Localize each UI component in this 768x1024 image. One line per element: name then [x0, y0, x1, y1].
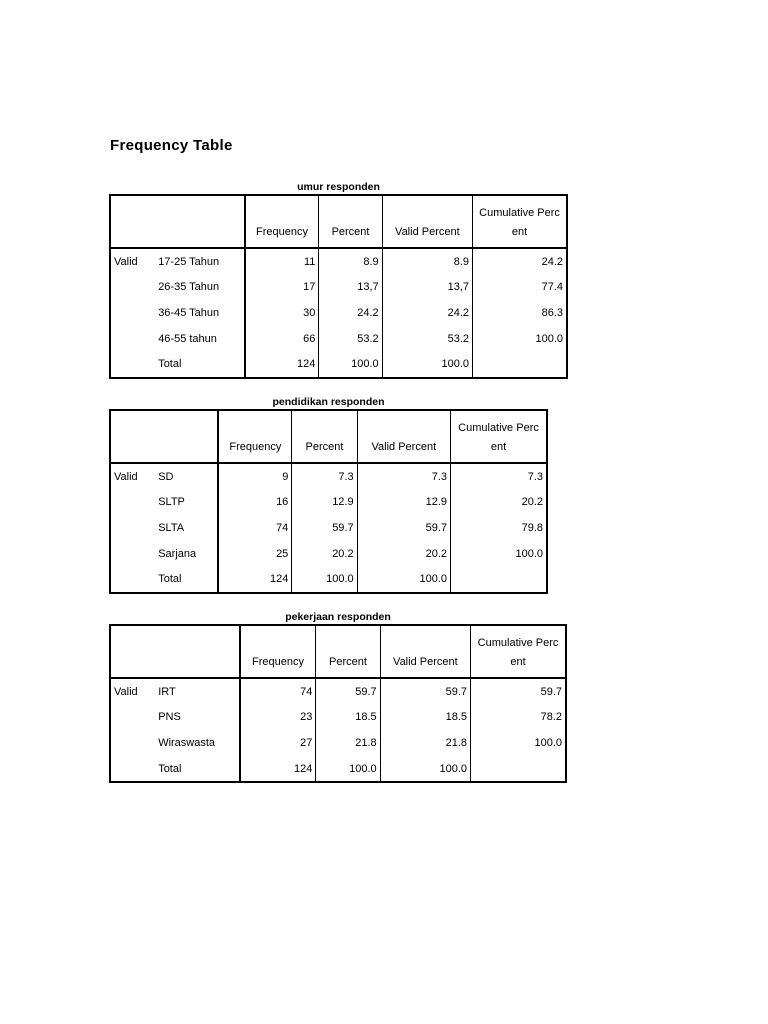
- cell-percent: 100.0: [319, 351, 382, 378]
- header-spacer: [110, 195, 245, 248]
- row-label: 17-25 Tahun: [155, 248, 244, 275]
- header-spacer: [110, 625, 240, 678]
- frequency-table: [109, 624, 567, 783]
- row-group-label: [110, 730, 155, 756]
- cell-percent: 21.8: [316, 730, 380, 756]
- cell-percent: 12.9: [292, 490, 357, 516]
- column-header-percent: Percent: [292, 410, 357, 463]
- cell-percent: 53.2: [319, 326, 382, 352]
- cell-percent: 18.5: [316, 705, 380, 731]
- row-group-label: [110, 326, 155, 352]
- row-group-label: [110, 566, 155, 593]
- row-label: Wiraswasta: [155, 730, 239, 756]
- cell-percent: 8.9: [319, 248, 382, 275]
- cell-frequency: 30: [303, 306, 316, 319]
- frequency-table: [109, 409, 548, 594]
- column-header-frequency: Frequency: [240, 625, 316, 678]
- cell-cumulative-percent: 78.2: [471, 705, 566, 731]
- cell-valid-percent: 7.3: [357, 463, 450, 490]
- cell-percent: 59.7: [316, 678, 380, 705]
- table-row: [110, 490, 547, 516]
- cell-percent: 24.2: [319, 300, 382, 326]
- table-row: [110, 566, 547, 593]
- row-group-label: Valid: [114, 685, 138, 698]
- column-header-valid-percent: Valid Percent: [357, 410, 450, 463]
- cell-cumulative-percent: 7.3: [451, 463, 547, 490]
- row-label: Total: [155, 351, 244, 378]
- cell-frequency: 124: [297, 358, 316, 371]
- row-label: 46-55 tahun: [155, 326, 244, 352]
- cell-frequency: 124: [294, 762, 313, 775]
- row-label: Sarjana: [155, 541, 218, 567]
- cell-cumulative-percent: 79.8: [451, 515, 547, 541]
- cell-valid-percent: 100.0: [357, 566, 450, 593]
- row-group-label: [110, 275, 155, 301]
- table-row: [110, 275, 567, 301]
- table-caption: pendidikan responden: [272, 396, 385, 408]
- table-row: [110, 730, 566, 756]
- row-group-label: [110, 541, 155, 567]
- cell-valid-percent: 21.8: [380, 730, 470, 756]
- cell-frequency: 9: [282, 470, 289, 483]
- table-block: [109, 610, 567, 783]
- row-group-label: Valid: [114, 255, 138, 268]
- column-header-cumulative-percent: Cumulative Perc ent: [473, 195, 567, 248]
- row-group-label: [110, 756, 155, 783]
- column-header-percent: Percent: [316, 625, 380, 678]
- table-row: [110, 463, 547, 490]
- table-row: [110, 515, 547, 541]
- cell-frequency: 66: [303, 332, 316, 345]
- row-group-label: [110, 705, 155, 731]
- column-header-frequency: Frequency: [218, 410, 291, 463]
- table-row: [110, 248, 567, 275]
- row-label: PNS: [155, 705, 239, 731]
- cell-valid-percent: 20.2: [357, 541, 450, 567]
- column-header-cumulative-percent: Cumulative Perc ent: [471, 625, 566, 678]
- cell-frequency: 124: [269, 573, 289, 586]
- table-row: [110, 705, 566, 731]
- row-label: 36-45 Tahun: [155, 300, 244, 326]
- table-caption: umur responden: [297, 181, 380, 193]
- table-caption: pekerjaan responden: [285, 611, 391, 623]
- row-group-label: [110, 490, 155, 516]
- cell-valid-percent: 8.9: [382, 248, 472, 275]
- column-header-frequency: Frequency: [245, 195, 319, 248]
- cell-valid-percent: 24.2: [382, 300, 472, 326]
- cell-percent: 59.7: [292, 515, 357, 541]
- column-header-percent: Percent: [319, 195, 382, 248]
- table-row: [110, 678, 566, 705]
- row-label: SLTA: [155, 515, 218, 541]
- cell-cumulative-percent: [473, 351, 567, 378]
- column-header-valid-percent: Valid Percent: [382, 195, 472, 248]
- cell-cumulative-percent: [471, 756, 566, 783]
- table-row: [110, 541, 547, 567]
- row-group-label: [110, 300, 155, 326]
- row-label: Total: [155, 756, 239, 783]
- cell-cumulative-percent: [451, 566, 547, 593]
- frequency-table: [109, 194, 568, 379]
- cell-cumulative-percent: 86.3: [473, 300, 567, 326]
- cell-cumulative-percent: 100.0: [473, 326, 567, 352]
- row-group-label: [110, 515, 155, 541]
- table-row: [110, 300, 567, 326]
- table-row: [110, 326, 567, 352]
- cell-valid-percent: 12.9: [357, 490, 450, 516]
- header-row: [110, 195, 567, 248]
- row-label: SLTP: [155, 490, 218, 516]
- cell-valid-percent: 59.7: [357, 515, 450, 541]
- table-block: [109, 180, 568, 379]
- cell-cumulative-percent: 100.0: [451, 541, 547, 567]
- row-group-label: Valid: [114, 470, 138, 483]
- cell-percent: 100.0: [316, 756, 380, 783]
- table-row: [110, 351, 567, 378]
- cell-valid-percent: 100.0: [382, 351, 472, 378]
- cell-frequency: 16: [276, 496, 289, 509]
- row-label: Total: [155, 566, 218, 593]
- cell-valid-percent: 53.2: [382, 326, 472, 352]
- page-title: Frequency Table: [110, 137, 233, 154]
- cell-valid-percent: 100.0: [380, 756, 470, 783]
- cell-valid-percent: 13,7: [382, 275, 472, 301]
- cell-percent: 13,7: [319, 275, 382, 301]
- header-row: [110, 625, 566, 678]
- row-label: 26-35 Tahun: [155, 275, 244, 301]
- column-header-valid-percent: Valid Percent: [380, 625, 470, 678]
- cell-cumulative-percent: 24.2: [473, 248, 567, 275]
- row-label: IRT: [155, 678, 239, 705]
- table-block: [109, 395, 548, 594]
- column-header-cumulative-percent: Cumulative Perc ent: [451, 410, 547, 463]
- cell-percent: 100.0: [292, 566, 357, 593]
- cell-frequency: 74: [300, 685, 313, 698]
- cell-frequency: 25: [276, 547, 289, 560]
- header-spacer: [110, 410, 218, 463]
- cell-frequency: 74: [276, 521, 289, 534]
- cell-frequency: 17: [303, 281, 316, 294]
- cell-cumulative-percent: 100.0: [471, 730, 566, 756]
- cell-percent: 20.2: [292, 541, 357, 567]
- cell-cumulative-percent: 20.2: [451, 490, 547, 516]
- cell-frequency: 23: [300, 711, 313, 724]
- cell-frequency: 11: [303, 255, 316, 268]
- cell-valid-percent: 18.5: [380, 705, 470, 731]
- cell-frequency: 27: [300, 736, 313, 749]
- table-row: [110, 756, 566, 783]
- cell-cumulative-percent: 59.7: [471, 678, 566, 705]
- row-label: SD: [155, 463, 218, 490]
- row-group-label: [110, 351, 155, 378]
- cell-cumulative-percent: 77.4: [473, 275, 567, 301]
- header-row: [110, 410, 547, 463]
- cell-valid-percent: 59.7: [380, 678, 470, 705]
- cell-percent: 7.3: [292, 463, 357, 490]
